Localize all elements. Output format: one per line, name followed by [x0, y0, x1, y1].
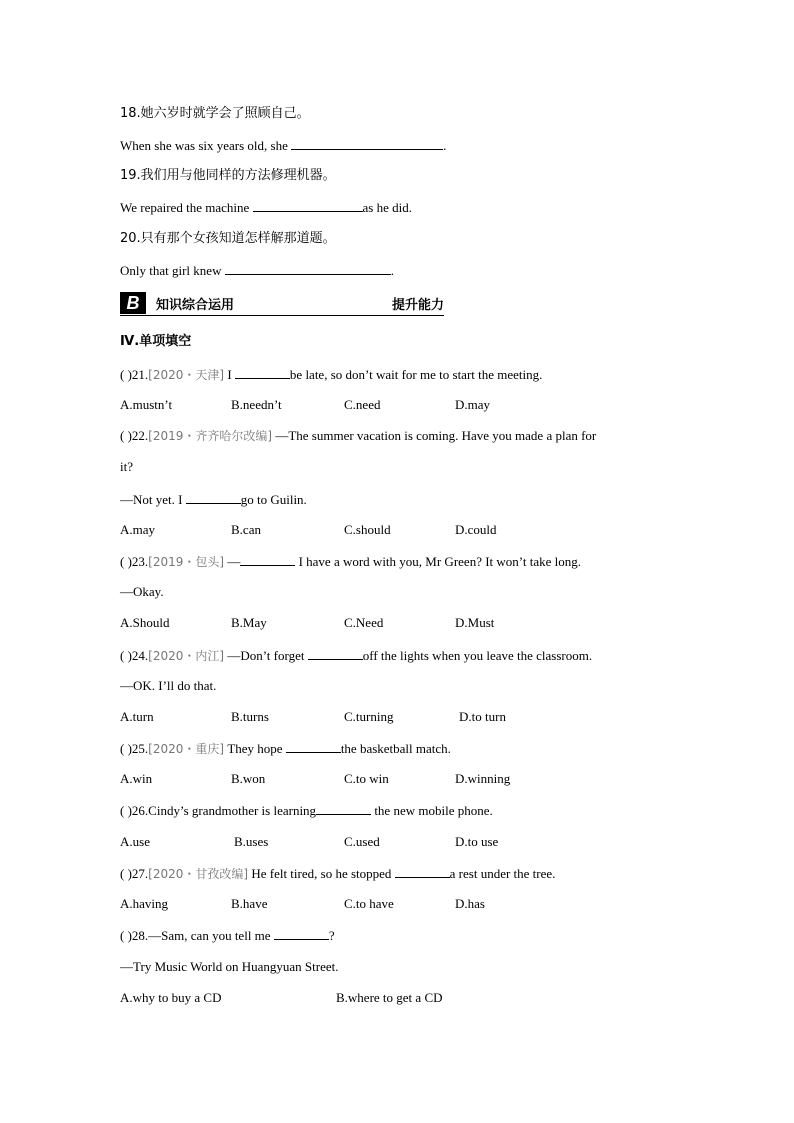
q21-number: 21.	[131, 367, 149, 382]
q28-blank	[274, 927, 329, 940]
q27-option-c[interactable]: C.to have	[344, 896, 394, 911]
q28-number: 28.	[131, 928, 149, 943]
part4-heading: Ⅳ.单项填空	[120, 334, 192, 349]
q22-text: —The summer vacation is coming. Have you made a plan for	[272, 428, 597, 443]
q28-text-after: ?	[328, 928, 335, 943]
q20-text-before: Only that girl knew	[120, 263, 222, 278]
q24-reply: —OK. I’ll do that.	[120, 678, 217, 693]
q21-option-a[interactable]: A.mustn’t	[120, 397, 173, 412]
q27-option-d[interactable]: D.has	[455, 896, 485, 911]
q25-number: 25.	[131, 741, 149, 756]
q19-text-before: We repaired the machine	[120, 200, 250, 215]
q22-source: [2019・齐齐哈尔改编]	[148, 429, 273, 443]
q25-option-d[interactable]: D.winning	[455, 771, 511, 786]
section-b-subtitle: 提升能力	[391, 298, 444, 313]
q23-source: [2019・包头]	[148, 555, 225, 569]
q20-answer-blank[interactable]	[225, 262, 391, 275]
q28-option-b[interactable]: B.where to get a CD	[336, 990, 443, 1005]
q23-number: 23.	[131, 554, 149, 569]
q25-option-a[interactable]: A.win	[120, 771, 153, 786]
q25-text-before: They hope	[224, 741, 283, 756]
q21-text-after: be late, so don’t wait for me to start the meeting.	[289, 367, 543, 382]
q18-chinese: 18.她六岁时就学会了照顾自己。	[120, 106, 310, 121]
section-b-rule	[120, 315, 444, 316]
q27-blank	[395, 865, 450, 878]
q27-text-before: He felt tired, so he stopped	[248, 866, 392, 881]
q28-stem	[120, 927, 335, 944]
q24-text-before: —Don’t forget	[224, 648, 305, 663]
q25-option-b[interactable]: B.won	[231, 771, 266, 786]
q18-text-after: .	[443, 138, 447, 153]
q18-english	[120, 137, 446, 154]
q20-text-after: .	[390, 263, 394, 278]
q25-stem	[120, 740, 451, 757]
q26-text-after: the new mobile phone.	[371, 803, 493, 818]
q25-blank	[286, 740, 341, 753]
q26-text-before: Cindy’s grandmother is learning	[148, 803, 317, 818]
q25-answer-paren[interactable]: ( )	[120, 741, 132, 756]
q26-number: 26.	[131, 803, 149, 818]
q21-stem	[120, 366, 542, 383]
q27-number: 27.	[131, 866, 149, 881]
q28-reply: —Try Music World on Huangyuan Street.	[120, 959, 339, 974]
q24-number: 24.	[131, 648, 149, 663]
q26-option-b[interactable]: B.uses	[234, 834, 269, 849]
q22-option-c[interactable]: C.should	[344, 522, 391, 537]
q19-english	[120, 199, 412, 216]
q22-number: 22.	[131, 428, 149, 443]
q23-option-d[interactable]: D.Must	[455, 615, 495, 630]
q19-chinese: 19.我们用与他同样的方法修理机器。	[120, 168, 336, 183]
q25-option-c[interactable]: C.to win	[344, 771, 389, 786]
q28-answer-paren[interactable]: ( )	[120, 928, 132, 943]
q24-option-a[interactable]: A.turn	[120, 709, 154, 724]
section-b-header	[120, 290, 444, 316]
q21-answer-paren[interactable]: ( )	[120, 367, 132, 382]
q26-stem	[120, 802, 493, 819]
q21-option-b[interactable]: B.needn’t	[231, 397, 282, 412]
q23-option-b[interactable]: B.May	[231, 615, 267, 630]
q21-option-d[interactable]: D.may	[455, 397, 491, 412]
q24-text-after: off the lights when you leave the classroom.	[362, 648, 593, 663]
q22-reply-after: go to Guilin.	[240, 492, 307, 507]
q27-answer-paren[interactable]: ( )	[120, 866, 132, 881]
q21-source: [2020・天津]	[148, 368, 225, 382]
q27-option-b[interactable]: B.have	[231, 896, 268, 911]
q24-option-d[interactable]: D.to turn	[459, 709, 506, 724]
q21-text-before: I	[224, 367, 232, 382]
q20-english	[120, 262, 394, 279]
q24-stem	[120, 647, 592, 664]
q22-option-a[interactable]: A.may	[120, 522, 156, 537]
q24-blank	[308, 647, 363, 660]
q19-text-after: as he did.	[362, 200, 412, 215]
q25-text-after: the basketball match.	[340, 741, 451, 756]
q23-stem	[120, 553, 581, 570]
section-b-badge: B	[120, 292, 146, 314]
q27-source: [2020・甘孜改编]	[148, 867, 249, 881]
q24-option-c[interactable]: C.turning	[344, 709, 394, 724]
q23-text-after: I have a word with you, Mr Green? It won’t take long.	[295, 554, 582, 569]
q23-option-a[interactable]: A.Should	[120, 615, 170, 630]
q23-text-before: —	[224, 554, 241, 569]
q26-option-d[interactable]: D.to use	[455, 834, 499, 849]
q27-option-a[interactable]: A.having	[120, 896, 169, 911]
q18-text-before: When she was six years old, she	[120, 138, 288, 153]
q26-answer-paren[interactable]: ( )	[120, 803, 132, 818]
q23-option-c[interactable]: C.Need	[344, 615, 384, 630]
q25-source: [2020・重庆]	[148, 742, 225, 756]
q22-blank	[186, 491, 241, 504]
q26-option-a[interactable]: A.use	[120, 834, 150, 849]
q28-text-before: —Sam, can you tell me	[148, 928, 271, 943]
q24-option-b[interactable]: B.turns	[231, 709, 269, 724]
q23-blank	[240, 553, 295, 566]
q22-stem	[120, 428, 596, 444]
q28-option-a[interactable]: A.why to buy a CD	[120, 990, 222, 1005]
q22-continuation: it?	[120, 459, 133, 474]
q22-option-b[interactable]: B.can	[231, 522, 261, 537]
q22-option-d[interactable]: D.could	[455, 522, 497, 537]
q20-chinese: 20.只有那个女孩知道怎样解那道题。	[120, 231, 336, 246]
q22-reply	[120, 491, 307, 508]
q18-answer-blank[interactable]	[291, 137, 443, 150]
q26-option-c[interactable]: C.used	[344, 834, 380, 849]
q19-answer-blank[interactable]	[253, 199, 363, 212]
q27-stem	[120, 865, 555, 882]
q22-answer-paren[interactable]: ( )	[120, 428, 132, 443]
q21-blank	[235, 366, 290, 379]
q22-reply-before: —Not yet. I	[120, 492, 183, 507]
q24-source: [2020・内江]	[148, 649, 225, 663]
q21-option-c[interactable]: C.need	[344, 397, 381, 412]
section-b-title: 知识综合运用	[156, 298, 235, 313]
q23-answer-paren[interactable]: ( )	[120, 554, 132, 569]
q26-blank	[316, 802, 371, 815]
q24-answer-paren[interactable]: ( )	[120, 648, 132, 663]
q27-text-after: a rest under the tree.	[449, 866, 556, 881]
q23-reply: —Okay.	[120, 584, 164, 599]
